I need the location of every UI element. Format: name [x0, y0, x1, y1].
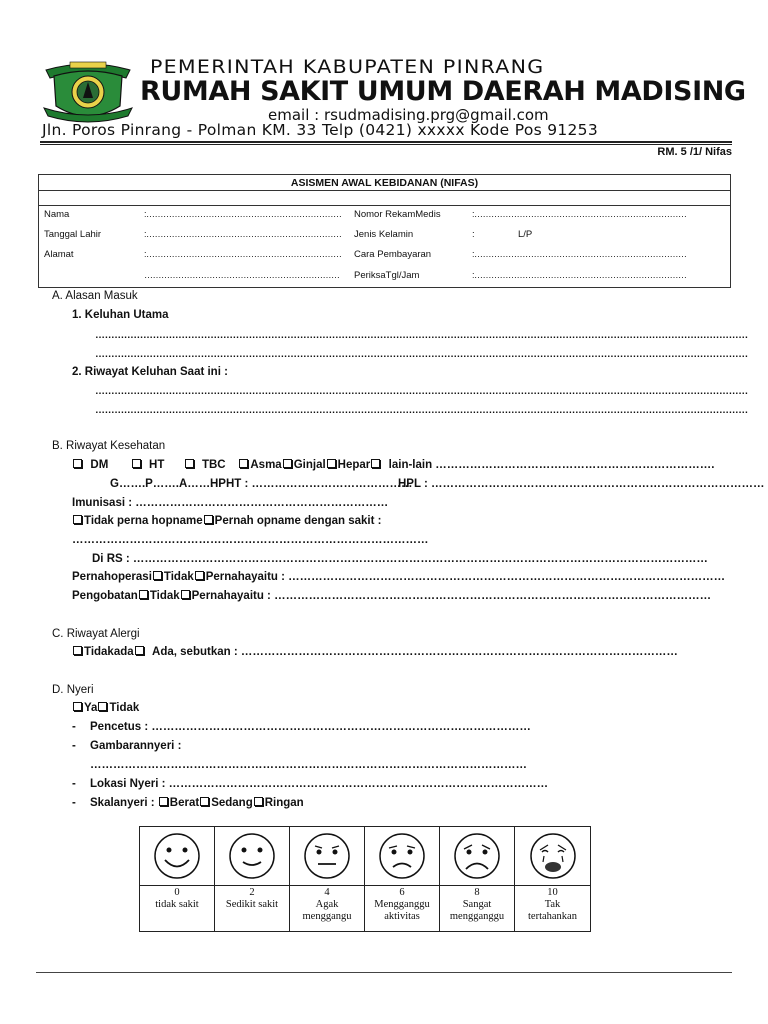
- field-cara-pembayaran-input[interactable]: :…………………………………………………………………: [472, 249, 687, 259]
- form-title: ASISMEN AWAL KEBIDANAN (NIFAS): [290, 177, 479, 189]
- imunisasi-field[interactable]: Imunisasi : …………………………………………………………: [72, 497, 389, 509]
- field-alamat-input-2[interactable]: ……………………………………………………………: [144, 270, 340, 280]
- dash: -: [72, 797, 76, 809]
- label-operasi-tidak: Tidak: [163, 571, 194, 583]
- label-sedang: Sedang: [211, 797, 253, 809]
- checkbox-alergi-ada[interactable]: [135, 646, 144, 655]
- riwayat-kesehatan-options: [72, 459, 715, 471]
- label-nyeri-ya: Ya: [84, 702, 98, 714]
- header-divider: [40, 141, 732, 143]
- checkbox-operasi-tidak[interactable]: [153, 571, 162, 580]
- riwayat-keluhan-label: 2. Riwayat Keluhan Saat ini :: [72, 366, 228, 378]
- hpht-field[interactable]: HPHT : ……………………………………: [210, 478, 413, 490]
- pengobatan-row: [72, 590, 718, 602]
- checkbox-asma[interactable]: [239, 459, 248, 468]
- form-code: RM. 5 /1/ Nifas: [657, 146, 732, 158]
- pain-face-10[interactable]: [515, 827, 590, 885]
- label-nyeri-tidak: Tidak: [109, 702, 140, 714]
- section-c-title: C. Riwayat Alergi: [52, 628, 140, 640]
- checkbox-lain-lain[interactable]: [371, 459, 380, 468]
- face-crying-icon: [526, 831, 580, 881]
- checkbox-hepar[interactable]: [327, 459, 336, 468]
- operasi-row: [72, 571, 726, 583]
- footer-divider: [36, 972, 732, 973]
- field-nama-input[interactable]: :……………………………………………………………: [144, 209, 342, 219]
- label-pernah-opname: Pernah opname dengan sakit :: [214, 515, 382, 527]
- field-label-periksa: PeriksaTgl/Jam: [354, 270, 420, 281]
- riwayat-keluhan-line-2[interactable]: ……………………………………………………………………………………………………………………………………………………………………………………: [95, 405, 748, 416]
- pain-label-6: 6 Mengganggu aktivitas: [365, 885, 440, 931]
- section-a-title: A. Alasan Masuk: [52, 290, 138, 302]
- label-pengobatan-pernah: Pernahayaitu : ……………………………………………………………………………………………………: [191, 590, 712, 602]
- riwayat-keluhan-line-1[interactable]: ……………………………………………………………………………………………………………………………………………………………………………………: [95, 386, 748, 397]
- nyeri-options: [72, 702, 139, 714]
- label-skala-nyeri: Skalanyeri :: [90, 797, 155, 809]
- gambaran-nyeri-line[interactable]: ……………………………………………………………………………………………………: [90, 759, 527, 771]
- lokasi-nyeri-field[interactable]: Lokasi Nyeri : ………………………………………………………………………………………: [90, 778, 549, 790]
- checkbox-berat[interactable]: [159, 797, 168, 806]
- gambaran-nyeri-label: Gambarannyeri :: [90, 740, 182, 752]
- face-smile-icon: [150, 831, 204, 881]
- label-pengobatan-tidak: Tidak: [149, 590, 180, 602]
- label-pengobatan: Pengobatan: [72, 590, 138, 602]
- label-berat: Berat: [169, 797, 200, 809]
- checkbox-ht[interactable]: [132, 459, 141, 468]
- field-label-alamat: Alamat: [44, 249, 74, 260]
- checkbox-pengobatan-tidak[interactable]: [139, 590, 148, 599]
- checkbox-ginjal[interactable]: [283, 459, 292, 468]
- skala-nyeri-row: [90, 797, 304, 809]
- header-divider-thin: [40, 144, 732, 145]
- checkbox-nyeri-ya[interactable]: [73, 702, 82, 711]
- pain-face-4[interactable]: [290, 827, 365, 885]
- pain-face-0[interactable]: [140, 827, 215, 885]
- label-dm: DM: [90, 459, 109, 471]
- field-label-nama: Nama: [44, 209, 70, 220]
- dash: -: [72, 721, 76, 733]
- field-label-cara-pembayaran: Cara Pembayaran: [354, 249, 432, 260]
- face-frown-icon: [375, 831, 429, 881]
- label-ginjal: Ginjal: [293, 459, 326, 471]
- field-label-jenis-kelamin: Jenis Kelamin: [354, 229, 414, 240]
- section-b-title: B. Riwayat Kesehatan: [52, 440, 166, 452]
- field-tanggal-lahir-input[interactable]: :……………………………………………………………: [144, 229, 342, 239]
- alergi-row: [72, 646, 718, 658]
- field-label-tanggal-lahir: Tanggal Lahir: [44, 229, 102, 240]
- header-email: email : rsudmadising.prg@gmail.com: [268, 106, 549, 124]
- pencetus-field[interactable]: Pencetus : ………………………………………………………………………………………: [90, 721, 531, 733]
- checkbox-dm[interactable]: [73, 459, 82, 468]
- label-asma: Asma: [250, 459, 282, 471]
- pain-label-2: 2 Sedikit sakit: [215, 885, 290, 931]
- checkbox-operasi-pernah[interactable]: [195, 571, 204, 580]
- gpa-field[interactable]: G…….P…….A…….: [110, 478, 214, 490]
- pain-scale-chart: [139, 826, 591, 932]
- di-rs-field[interactable]: Di RS : ……………………………………………………………………………………………………………………………………: [92, 553, 708, 565]
- face-neutral-icon: [300, 831, 354, 881]
- header-address: Jln. Poros Pinrang - Polman KM. 33 Telp (0421) xxxxx Kode Pos 91253: [42, 121, 599, 139]
- checkbox-nyeri-tidak[interactable]: [98, 702, 107, 711]
- checkbox-sedang[interactable]: [200, 797, 209, 806]
- box-divider: [38, 205, 731, 206]
- label-lain-lain: lain-lain ……………………………………………………………….: [388, 459, 715, 471]
- hospital-logo-emblem-icon: [40, 56, 136, 124]
- hpl-field[interactable]: HPL : ……………………………………………………………………………: [398, 478, 765, 490]
- section-d-title: D. Nyeri: [52, 684, 94, 696]
- checkbox-ringan[interactable]: [254, 797, 263, 806]
- label-ringan: Ringan: [264, 797, 304, 809]
- keluhan-utama-label: 1. Keluhan Utama: [72, 309, 169, 321]
- field-label-rekam-medis: Nomor RekamMedis: [354, 209, 441, 220]
- field-periksa-input[interactable]: :…………………………………………………………………: [472, 270, 687, 280]
- dash: -: [72, 778, 76, 790]
- checkbox-alergi-tidak-ada[interactable]: [73, 646, 82, 655]
- face-slight-smile-icon: [225, 831, 279, 881]
- box-divider: [38, 190, 731, 191]
- checkbox-tbc[interactable]: [185, 459, 194, 468]
- label-tbc: TBC: [201, 459, 226, 471]
- checkbox-pernah-opname[interactable]: [204, 515, 213, 524]
- label-operasi-pernah: Pernahayaitu : ……………………………………………………………………………………………………: [205, 571, 726, 583]
- label-hepar: Hepar: [337, 459, 371, 471]
- field-alamat-input[interactable]: :……………………………………………………………: [144, 249, 342, 259]
- pain-face-8[interactable]: [440, 827, 515, 885]
- keluhan-utama-line-1[interactable]: ……………………………………………………………………………………………………………………………………………………………………………………: [95, 330, 748, 341]
- pain-face-6[interactable]: [365, 827, 440, 885]
- label-tidak-opname: Tidak perna hopname: [84, 515, 203, 527]
- checkbox-pengobatan-pernah[interactable]: [181, 590, 190, 599]
- pain-label-0: 0 tidak sakit: [140, 885, 215, 931]
- field-rekam-medis-input[interactable]: :…………………………………………………………………: [472, 209, 687, 219]
- keluhan-utama-line-2[interactable]: ……………………………………………………………………………………………………………………………………………………………………………………: [95, 349, 748, 360]
- label-ht: HT: [149, 459, 165, 471]
- opname-detail-line[interactable]: …………………………………………………………………………………: [72, 534, 429, 546]
- label-alergi-ada: Ada, sebutkan : ……………………………………………………………………………………………………: [152, 646, 678, 658]
- header-hospital-name: RUMAH SAKIT UMUM DAERAH MADISING: [140, 76, 746, 107]
- pain-label-8: 8 Sangat mengganggu: [440, 885, 515, 931]
- label-pernah-operasi: Pernahoperasi: [72, 571, 152, 583]
- dash: -: [72, 740, 76, 752]
- opname-options: [72, 515, 381, 527]
- field-jenis-kelamin-colon: :: [472, 229, 475, 240]
- header-government-name: PEMERINTAH KABUPATEN PINRANG: [150, 56, 545, 78]
- pain-label-10: 10 Tak tertahankan: [515, 885, 590, 931]
- face-sad-icon: [450, 831, 504, 881]
- pain-face-2[interactable]: [215, 827, 290, 885]
- field-jenis-kelamin-input[interactable]: L/P: [518, 229, 533, 240]
- pain-label-4: 4 Agak menggangu: [290, 885, 365, 931]
- label-alergi-tidak-ada: Tidakada: [84, 646, 134, 658]
- checkbox-tidak-opname[interactable]: [73, 515, 82, 524]
